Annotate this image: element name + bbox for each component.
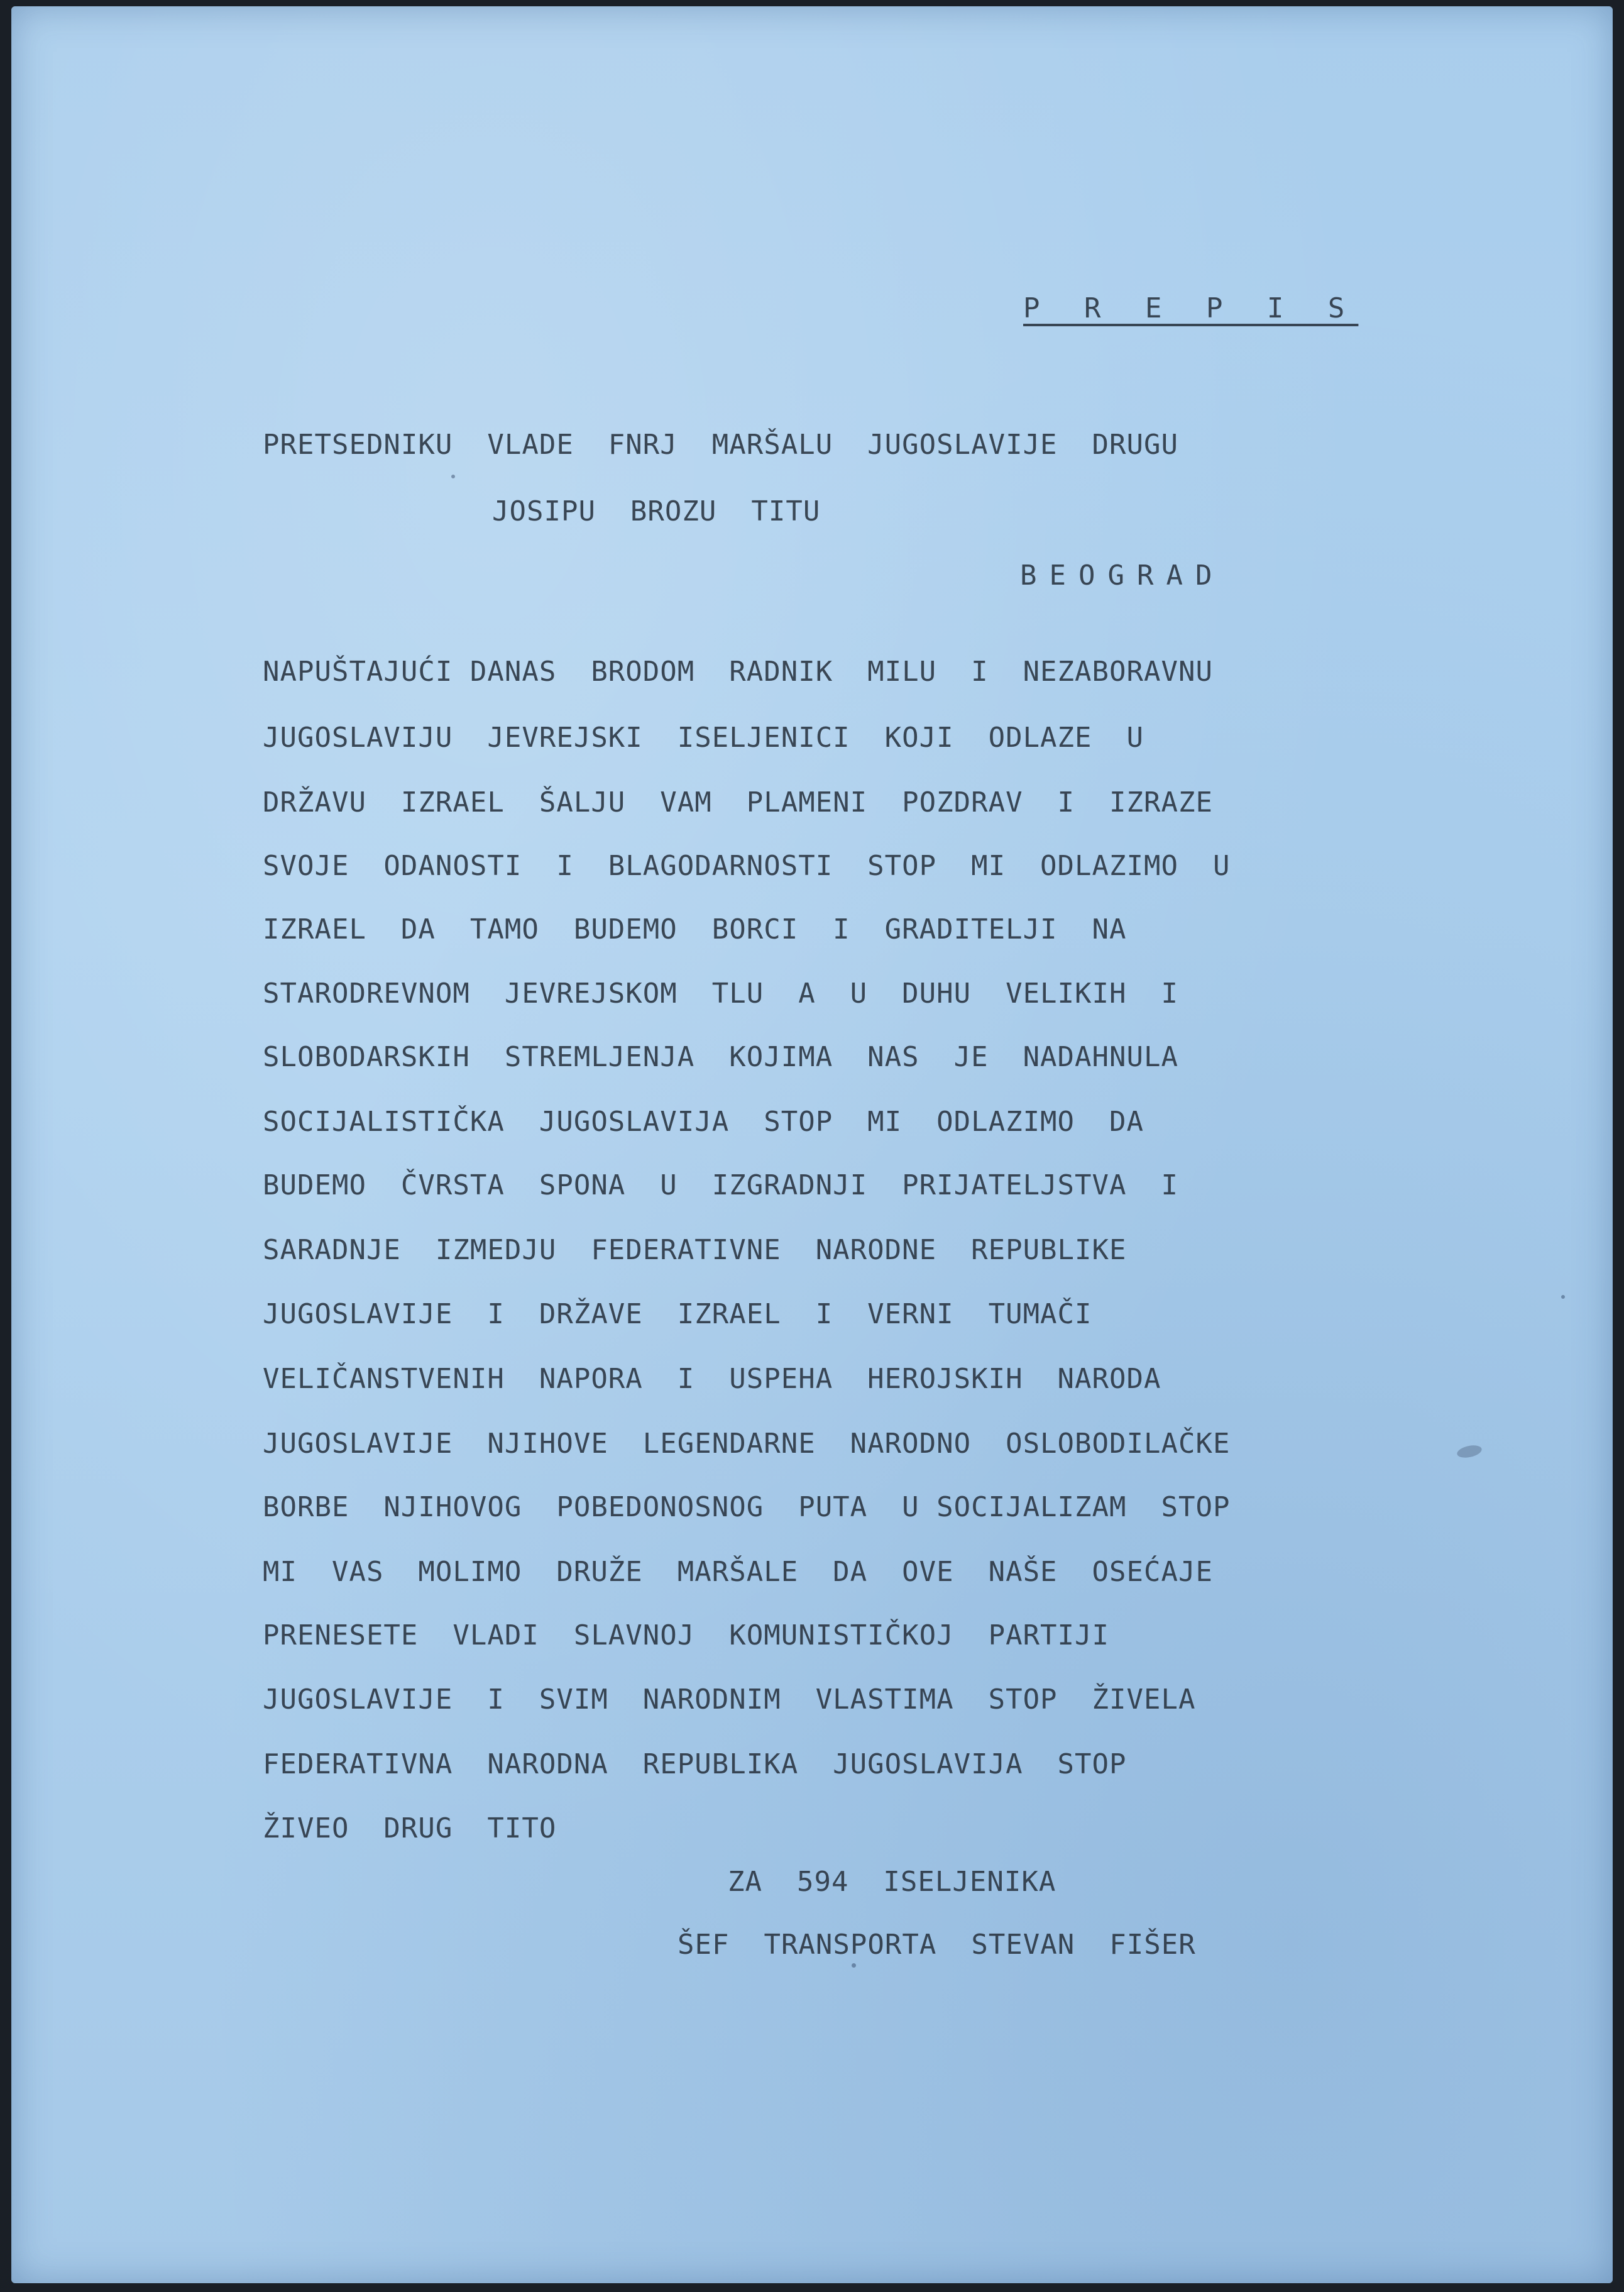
body-line: SVOJE ODANOSTI I BLAGODARNOSTI STOP MI ODLAZIMO U <box>263 850 1231 882</box>
body-line: ŽIVEO DRUG TITO <box>263 1812 557 1844</box>
document-page <box>11 6 1613 2283</box>
body-line: JUGOSLAVIJU JEVREJSKI ISELJENICI KOJI ODLAZE U <box>263 722 1144 754</box>
body-line: SLOBODARSKIH STREMLJENJA KOJIMA NAS JE NADAHNULA <box>263 1041 1178 1073</box>
body-line: JUGOSLAVIJE NJIHOVE LEGENDARNE NARODNO OSLOBODILAČKE <box>263 1428 1231 1460</box>
signature-line-1: ZA 594 ISELJENIKA <box>728 1866 1056 1898</box>
paper-speck <box>852 1963 856 1968</box>
document-title: P R E P I S <box>1023 292 1359 324</box>
body-line: VELIČANSTVENIH NAPORA I USPEHA HEROJSKIH NARODA <box>263 1363 1161 1395</box>
body-line: JUGOSLAVIJE I DRŽAVE IZRAEL I VERNI TUMAČI <box>263 1298 1092 1330</box>
body-line: BUDEMO ČVRSTA SPONA U IZGRADNJI PRIJATELJSTVA I <box>263 1169 1178 1201</box>
body-line: SOCIJALISTIČKA JUGOSLAVIJA STOP MI ODLAZIMO DA <box>263 1106 1144 1138</box>
body-line: MI VAS MOLIMO DRUŽE MARŠALE DA OVE NAŠE OSEĆAJE <box>263 1556 1213 1588</box>
body-line: NAPUŠTAJUĆI DANAS BRODOM RADNIK MILU I NEZABORAVNU <box>263 656 1213 688</box>
body-line: JUGOSLAVIJE I SVIM NARODNIM VLASTIMA STOP ŽIVELA <box>263 1683 1196 1716</box>
paper-speck <box>451 475 455 478</box>
body-line: PRENESETE VLADI SLAVNOJ KOMUNISTIČKOJ PARTIJI <box>263 1619 1110 1651</box>
paper-speck <box>1561 1295 1565 1299</box>
body-line: DRŽAVU IZRAEL ŠALJU VAM PLAMENI POZDRAV I IZRAZE <box>263 786 1213 818</box>
body-line: FEDERATIVNA NARODNA REPUBLIKA JUGOSLAVIJA STOP <box>263 1748 1127 1780</box>
body-line: SARADNJE IZMEDJU FEDERATIVNE NARODNE REPUBLIKE <box>263 1234 1127 1266</box>
addressee-line-2: JOSIPU BROZU TITU <box>492 495 821 527</box>
signature-line-2: ŠEF TRANSPORTA STEVAN FIŠER <box>678 1929 1196 1961</box>
body-line: STARODREVNOM JEVREJSKOM TLU A U DUHU VELIKIH I <box>263 978 1178 1010</box>
body-line: BORBE NJIHOVOG POBEDONOSNOG PUTA U SOCIJALIZAM STOP <box>263 1491 1231 1523</box>
paper-stain <box>1456 1443 1483 1460</box>
addressee-line-1: PRETSEDNIKU VLADE FNRJ MARŠALU JUGOSLAVIJE DRUGU <box>263 429 1178 461</box>
addressee-city: BEOGRAD <box>1020 559 1225 592</box>
body-line: IZRAEL DA TAMO BUDEMO BORCI I GRADITELJI NA <box>263 913 1127 945</box>
